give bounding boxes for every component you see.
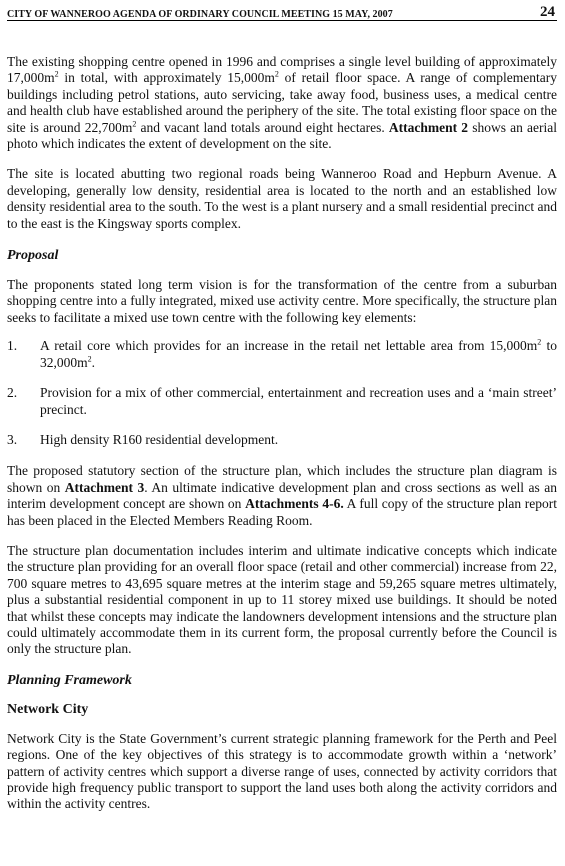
paragraph-proposal-vision: The proponents stated long term vision is for the transformation of the centre from a suburban shopping centre into a fully integrated, mixed use activity centre. More specifically, the structure plan seeks to facilitate a mixed use town centre with the following key elements: <box>7 277 557 325</box>
page-number: 24 <box>540 4 555 20</box>
attachment-2-ref: Attachment 2 <box>388 119 469 135</box>
paragraph-statutory-section: The proposed statutory section of the structure plan, which includes the structure plan diagram is shown on Attachment 3. An ultimate indicative development plan and cross sections as well as an interim development concept are shown on Attachments 4-6. A full copy of the structure plan report has been placed in the Elected Members Reading Room. <box>7 463 557 528</box>
attachment-3-ref: Attachment 3 <box>64 479 145 495</box>
page-header <box>7 0 557 21</box>
paragraph-site-location: The site is located abutting two regional roads being Wanneroo Road and Hepburn Avenue. A developing, generally low density, residential area is located to the north and an established low density residential area to the south. To the west is a plant nursery and a small residential precinct and to the east is the Kingsway sports complex. <box>7 166 557 231</box>
heading-network-city: Network City <box>7 701 89 717</box>
paragraph-existing-centre: The existing shopping centre opened in 1996 and comprises a single level building of approximately $17,000m^2$ in total, with approximately $15,000m^2$ of retail floor space. A range of complementary buildings including petrol stations, auto servicing, take away food, business uses, a medical centre and health club have established around the periphery of the site. The total existing floor space on the site is around $22,700m^2$ and vacant land totals around eight hectares. Attachment 2 shows an aerial photo which indicates the extent of development on the site. <box>7 54 557 152</box>
list-item: 3. High density R160 residential development. <box>7 431 279 447</box>
list-item: 2. Provision for a mix of other commercial, entertainment and recreation uses and a ‘main street’ precinct. <box>7 385 557 417</box>
paragraph-structure-plan-documentation: The structure plan documentation includes interim and ultimate indicative concepts which indicate the structure plan providing for an overall floor space (retail and other commercial) increase from 22, 700 square metres to 43,695 square metres at the interim stage and 59,265 square metres ultimately, plus a substantial residential component in up to 11 storey mixed use buildings. It should be noted that whilst these concepts may indicate the landowners development intensions and the structure plan could ultimately accommodate them in its current form, the proposal currently before the Council is only the structure plan. <box>7 542 557 657</box>
heading-planning-framework: Planning Framework <box>7 672 132 688</box>
attachments-4-6-ref: Attachments 4-6. <box>245 496 344 512</box>
header-title: CITY OF WANNEROO AGENDA OF ORDINARY COUNCIL MEETING 15 MAY, 2007 <box>7 9 393 20</box>
list-item: 1. A retail core which provides for an increase in the retail net lettable area from $15,000m^2$ to $32,000m^2$. <box>7 337 557 370</box>
heading-proposal: Proposal <box>7 248 59 264</box>
paragraph-network-city: Network City is the State Government’s current strategic planning framework for the Perth and Peel regions. One of the key objectives of this strategy is to accommodate growth within a ‘network’ pattern of activity centres which support a diverse range of uses, connected by activity corridors that provide high frequency public transport to support the land uses both along the activity corridors and within the activity centres. <box>7 730 557 812</box>
